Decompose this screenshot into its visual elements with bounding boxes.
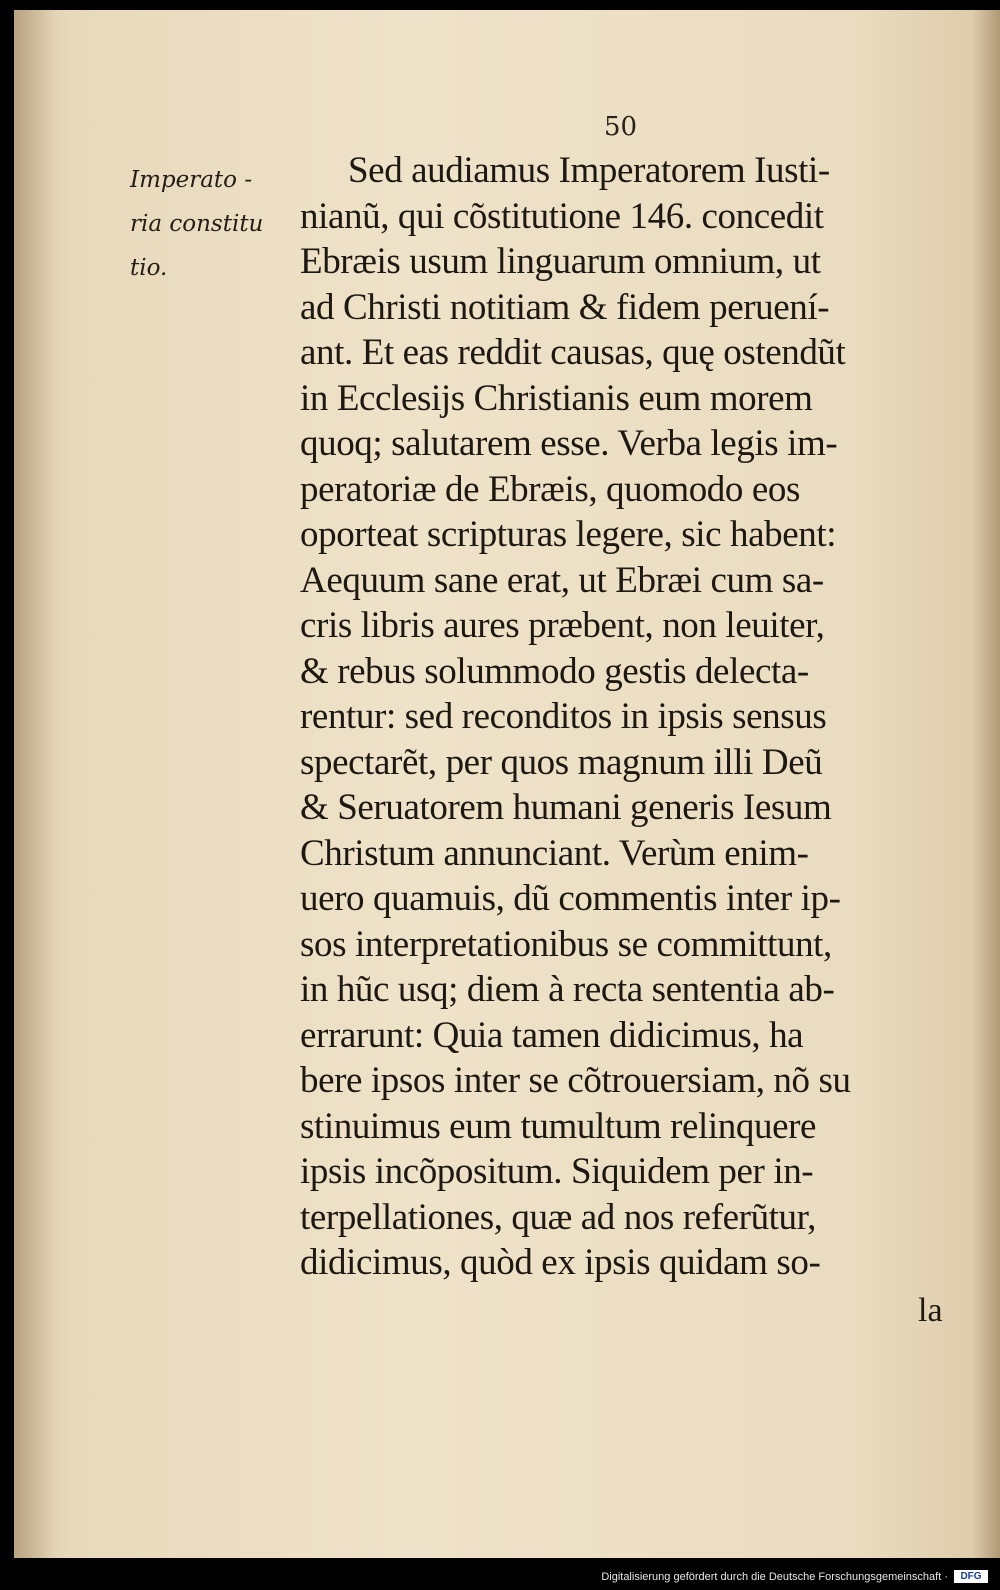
text-line: terpellationes, quæ ad nos referũtur,: [300, 1196, 816, 1238]
text-line: ad Christi notitiam & fidem peruení-: [300, 286, 830, 328]
text-line: sos interpretationibus se committunt,: [300, 923, 832, 965]
dfg-logo: DFG: [954, 1570, 988, 1583]
text-line: Ebræis usum linguarum omnium, ut: [300, 241, 821, 282]
text-line: errarunt: Quia tamen didicimus, ha: [300, 1014, 804, 1056]
text-line: didicimus, quòd ex ipsis quidam so-: [300, 1242, 821, 1283]
text-line: Aequum sane erat, ut Ebræi cum sa-: [300, 559, 824, 601]
text-line: stinuimus eum tumultum relinquere: [300, 1105, 817, 1147]
funding-credit: Digitalisierung gefördert durch die Deutsche Forschungsgemeinschaft ·: [601, 1571, 948, 1583]
marginal-note: [130, 158, 300, 290]
text-line: bere ipsos inter se cõtrouersiam, nõ su: [300, 1060, 851, 1101]
text-line: in Ecclesijs Christianis eum morem: [300, 377, 813, 419]
text-line: & rebus solummodo gestis delecta-: [300, 650, 809, 692]
text-line: oporteat scripturas legere, sic habent:: [300, 514, 837, 555]
text-line: ipsis incõpositum. Siquidem per in-: [300, 1151, 814, 1192]
body-text: [300, 148, 950, 1286]
text-line: rentur: sed reconditos in ipsis sensus: [300, 696, 827, 737]
text-line: peratoriæ de Ebræis, quomodo eos: [300, 468, 800, 510]
marginal-line: ria constitu: [130, 211, 264, 237]
page-edge: [972, 10, 1000, 1558]
text-line: cris libris aures præbent, non leuiter,: [300, 605, 825, 646]
gutter-shadow: [14, 10, 54, 1558]
text-line: & Seruatorem humani generis Iesum: [300, 787, 832, 828]
text-line: spectarẽt, per quos magnum illi Deũ: [300, 741, 823, 783]
text-line: nianũ, qui cõstitutione 146. concedit: [300, 195, 824, 237]
text-line: Christum annunciant. Verùm enim-: [300, 832, 809, 874]
text-line: ant. Et eas reddit causas, quę ostendũt: [300, 332, 846, 373]
page-number: 50: [604, 112, 638, 142]
marginal-line: tio.: [130, 255, 168, 281]
catchword: la: [918, 1292, 943, 1329]
text-line: in hũc usq; diem à recta sententia ab-: [300, 969, 835, 1010]
text-line: quoq; salutarem esse. Verba legis im-: [300, 423, 838, 464]
text-line: uero quamuis, dũ commentis inter ip-: [300, 878, 841, 919]
text-line: Sed audiamus Imperatorem Iusti-: [348, 150, 830, 191]
marginal-line: Imperato -: [130, 167, 253, 193]
